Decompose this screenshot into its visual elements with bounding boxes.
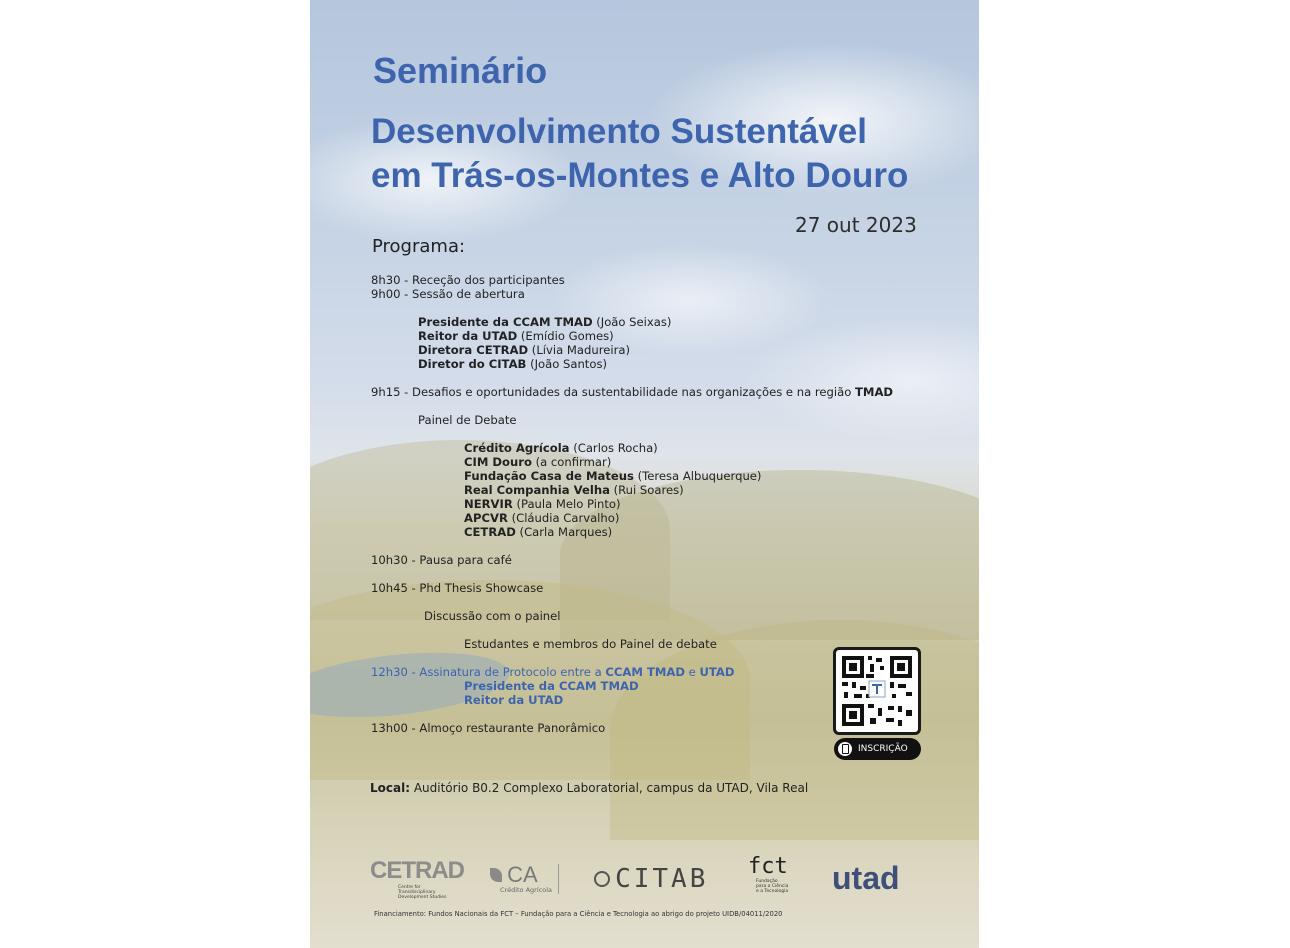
panel-org: CIM Douro [464, 455, 532, 469]
cetrad-wordmark: CETRAD [370, 857, 464, 884]
seminar-subtitle [371, 110, 971, 198]
panel-name: (Teresa Albuquerque) [633, 469, 762, 483]
speaker-role: Reitor da UTAD [418, 329, 518, 343]
ca-subtitle: Crédito Agrícola [500, 886, 552, 894]
leaf-icon [490, 868, 502, 882]
panel-org: Crédito Agrícola [464, 441, 570, 455]
cetrad-subtitle-line: Centre for [398, 885, 421, 890]
seminar-title: Seminário [373, 50, 548, 91]
schedule-item-1045: 10h45 - Phd Thesis Showcase [371, 581, 544, 595]
panel-member [464, 497, 621, 511]
panel-member [464, 525, 612, 539]
subtitle-line-2: em Trás-os-Montes e Alto Douro [371, 156, 909, 195]
protocol-signer [464, 679, 639, 693]
fct-logo [748, 855, 788, 894]
speaker-name: (Emídio Gomes) [517, 329, 614, 343]
panel-name: (Carlos Rocha) [569, 441, 658, 455]
protocol-signer [464, 693, 563, 707]
subtitle-line-1: Desenvolvimento Sustentável [371, 112, 867, 151]
panel-name: (a confirmar) [531, 455, 612, 469]
inscricao-button[interactable] [834, 738, 921, 760]
qr-code[interactable] [833, 647, 921, 735]
schedule-item-1030: 10h30 - Pausa para café [371, 553, 512, 567]
qr-code-pattern [836, 650, 918, 732]
panel-member [464, 455, 611, 469]
schedule-bold: UTAD [699, 665, 735, 679]
panel-name: (Rui Soares) [609, 483, 684, 497]
ca-wordmark: CA [507, 862, 538, 887]
utad-logo: utad [832, 860, 900, 896]
panel-member [464, 469, 761, 483]
funding-note: Financiamento: Fundos Nacionais da FCT – Fundação para a Ciência e Tecnologia ao abrigo do projeto UIDB/04011/2020 [374, 910, 783, 918]
opening-speaker [418, 315, 671, 329]
schedule-bold: TMAD [855, 385, 894, 399]
speaker-role: Diretora CETRAD [418, 343, 529, 357]
opening-speaker [418, 357, 607, 371]
panel-org: CETRAD [464, 525, 516, 539]
venue [370, 781, 808, 795]
protocol-signer-name: Reitor da UTAD [464, 693, 564, 707]
panel-org: Fundação Casa de Mateus [464, 469, 634, 483]
logo-divider [558, 864, 559, 894]
protocol-signer-name: Presidente da CCAM TMAD [464, 679, 639, 693]
fct-wordmark: fct [748, 854, 788, 879]
fct-subtitle-line: para a Ciência [756, 884, 789, 889]
fct-subtitle [756, 879, 788, 894]
venue-label: Local: [370, 781, 411, 795]
cetrad-subtitle [398, 885, 446, 900]
schedule-bold: CCAM TMAD [605, 665, 685, 679]
phone-icon [838, 742, 852, 756]
schedule-item-0915 [371, 385, 893, 399]
panel-member [464, 483, 684, 497]
estudantes: Estudantes e membros do Painel de debate [464, 637, 717, 651]
panel-name: (Paula Melo Pinto) [512, 497, 621, 511]
panel-name: (Cláudia Carvalho) [507, 511, 620, 525]
panel-org: Real Companhia Velha [464, 483, 610, 497]
venue-text: Auditório B0.2 Complexo Laboratorial, campus da UTAD, Vila Real [410, 781, 809, 795]
event-date: 27 out 2023 [795, 213, 917, 237]
painel-de-debate: Painel de Debate [418, 413, 517, 427]
globe-icon [594, 871, 610, 887]
schedule-item-1230 [371, 665, 735, 679]
fct-subtitle-line: Fundação [756, 879, 778, 884]
speaker-role: Diretor do CITAB [418, 357, 527, 371]
opening-speaker [418, 329, 614, 343]
speaker-name: (João Seixas) [592, 315, 672, 329]
programa-heading: Programa: [372, 236, 466, 257]
speaker-name: (João Santos) [526, 357, 608, 371]
cetrad-logo [370, 857, 464, 900]
speaker-name: (Lívia Madureira) [528, 343, 630, 357]
panel-org: NERVIR [464, 497, 513, 511]
panel-member [464, 441, 658, 455]
panel-org: APCVR [464, 511, 508, 525]
cetrad-subtitle-line: Transdisciplinary [398, 890, 436, 895]
schedule-item-0900: 9h00 - Sessão de abertura [371, 287, 525, 301]
speaker-role: Presidente da CCAM TMAD [418, 315, 593, 329]
discussao: Discussão com o painel [424, 609, 561, 623]
citab-wordmark: CITAB [615, 864, 709, 894]
schedule-item-0830: 8h30 - Receção dos participantes [371, 273, 565, 287]
schedule-text: 12h30 - Assinatura de Protocolo entre a [371, 665, 606, 679]
cetrad-subtitle-line: Development Studies [398, 895, 447, 900]
panel-member [464, 511, 619, 525]
schedule-text: e [684, 665, 700, 679]
opening-speaker [418, 343, 630, 357]
panel-name: (Carla Marques) [515, 525, 613, 539]
fct-subtitle-line: e a Tecnologia [756, 889, 789, 894]
citab-logo [594, 864, 708, 894]
schedule-item-1300: 13h00 - Almoço restaurante Panorâmico [371, 721, 606, 735]
poster [310, 0, 979, 948]
credito-agricola-logo [490, 862, 552, 894]
inscricao-label: INSCRIÇÃO [858, 744, 908, 754]
schedule-text: 9h15 - Desafios e oportunidades da sustentabilidade nas organizações e na região [371, 385, 855, 399]
